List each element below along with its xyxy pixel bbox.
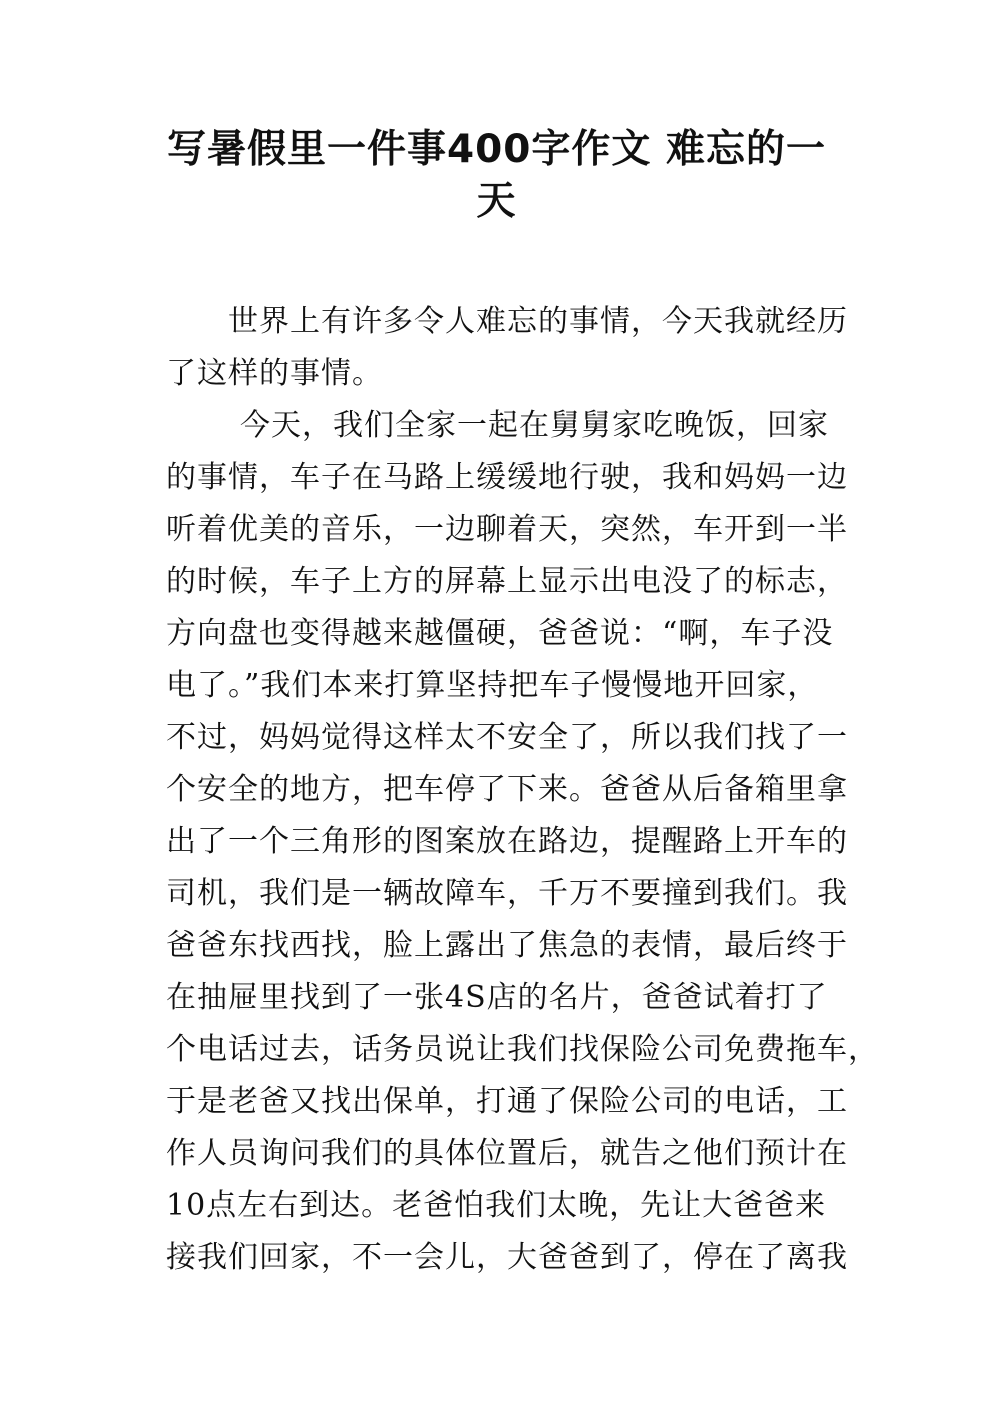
body-line: 出了一个三角形的图案放在路边，提醒路上开车的 — [166, 824, 848, 859]
body-line: 的时候，车子上方的屏幕上显示出电没了的标志， — [166, 564, 848, 599]
body-line: 听着优美的音乐，一边聊着天，突然，车开到一半 — [166, 512, 848, 547]
body-line: 爸爸东找西找，脸上露出了焦急的表情，最后终于 — [166, 928, 848, 963]
body-line: 接我们回家，不一会儿，大爸爸到了，停在了离我 — [166, 1240, 848, 1275]
body-line: 方向盘也变得越来越僵硬，爸爸说：“啊，车子没 — [166, 616, 834, 651]
body-line: 司机，我们是一辆故障车，千万不要撞到我们。我 — [166, 876, 848, 911]
body-line: 10点左右到达。老爸怕我们太晚，先让大爸爸来 — [166, 1188, 827, 1223]
body-line: 的事情，车子在马路上缓缓地行驶，我和妈妈一边 — [166, 460, 848, 495]
body-line: 电了。”我们本来打算坚持把车子慢慢地开回家， — [166, 668, 819, 703]
body-line: 作人员询问我们的具体位置后，就告之他们预计在 — [166, 1136, 848, 1171]
body-line: 在抽屉里找到了一张4S店的名片，爸爸试着打了 — [166, 980, 828, 1015]
body-line: 个安全的地方，把车停了下来。爸爸从后备箱里拿 — [166, 772, 848, 807]
document-title-line-2: 天 — [476, 179, 517, 224]
body-line: 今天，我们全家一起在舅舅家吃晚饭，回家 — [240, 408, 829, 443]
body-line: 了这样的事情。 — [166, 356, 383, 391]
body-line: 世界上有许多令人难忘的事情，今天我就经历 — [228, 304, 848, 339]
body-line: 于是老爸又找出保单，打通了保险公司的电话，工 — [166, 1084, 848, 1119]
document-title-line-1: 写暑假里一件事400字作文 难忘的一 — [167, 127, 826, 172]
body-line: 不过，妈妈觉得这样太不安全了，所以我们找了一 — [166, 720, 848, 755]
body-line: 个电话过去，话务员说让我们找保险公司免费拖车， — [166, 1032, 879, 1067]
